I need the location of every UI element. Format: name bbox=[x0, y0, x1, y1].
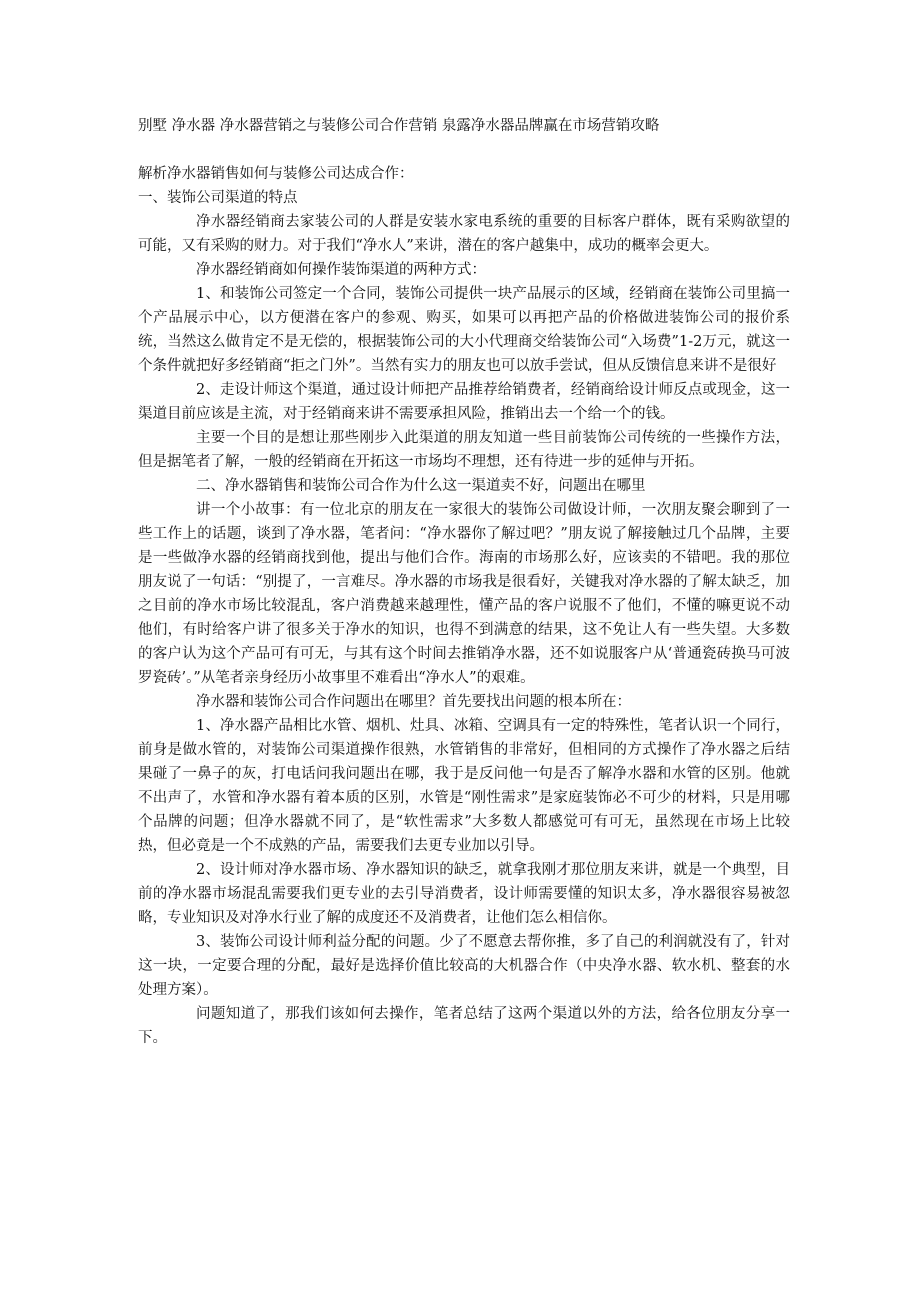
paragraph: 净水器和装饰公司合作问题出在哪里？首先要找出问题的根本所在： bbox=[196, 694, 631, 710]
paragraph: 净水器经销商去家装公司的人群是安装水家电系统的重要的目标客户群体，既有采购欲望的可能，又有采购的财力。对于我们“净水人”来讲，潜在的客户越集中，成功的概率会更大。 bbox=[138, 214, 790, 254]
section-heading-2: 二、净水器销售和装饰公司合作为什么这一渠道卖不好，问题出在哪里 bbox=[196, 478, 646, 494]
paragraph: 2、设计师对净水器市场、净水器知识的缺乏，就拿我刚才那位朋友来讲，就是一个典型，目前的净水器市场混乱需要我们更专业的去引导消费者，设计师需要懂的知识太多，净水器很容易被忽略，专业知识及对净水行业了解的成度还不及消费者，让他们怎么相信你。 bbox=[138, 862, 790, 926]
paragraph: 2、走设计师这个渠道，通过设计师把产品推荐给销费者，经销商给设计师反点或现金，这一渠道目前应该是主流，对于经销商来讲不需要承担风险，推销出去一个给一个的钱。 bbox=[138, 382, 790, 422]
paragraph: 1、净水器产品相比水管、烟机、灶具、冰箱、空调具有一定的特殊性，笔者认识一个同行，前身是做水管的，对装饰公司渠道操作很熟，水管销售的非常好，但相同的方式操作了净水器之后结果碰了一鼻子的灰，打电话问我问题出在哪，我于是反问他一句是否了解净水器和水管的区别。他就不出声了，水管和净水器有着本质的区别，水管是“刚性需求”是家庭装饰必不可少的材料，只是用哪个品牌的问题；但净水器就不同了，是“软性需求”大多数人都感觉可有可无，虽然现在市场上比较热，但必竟是一个不成熟的产品，需要我们去更专业加以引导。 bbox=[138, 718, 790, 854]
paragraph: 主要一个目的是想让那些刚步入此渠道的朋友知道一些目前装饰公司传统的一些操作方法，但是据笔者了解，一般的经销商在开拓这一市场均不理想，还有待进一步的延伸与开拓。 bbox=[138, 430, 790, 470]
paragraph: 净水器经销商如何操作装饰渠道的两种方式： bbox=[196, 262, 486, 278]
paragraph: 3、装饰公司设计师利益分配的问题。少了不愿意去帮你推，多了自己的利润就没有了，针对这一块，一定要合理的分配，最好是选择价值比较高的大机器合作（中央净水器、软水机、整套的水处理方案）。 bbox=[138, 934, 790, 998]
section-heading-1: 一、装饰公司渠道的特点 bbox=[138, 190, 298, 206]
paragraph: 1、和装饰公司签定一个合同，装饰公司提供一块产品展示的区域，经销商在装饰公司里搞一个产品展示中心，以方便潜在客户的参观、购买，如果可以再把产品的价格做进装饰公司的报价系统，当然这么做肯定不是无偿的，根据装饰公司的大小代理商交给装饰公司“入场费”1-2万元，就这一个条件就把好多经销商“拒之门外”。当然有实力的朋友也可以放手尝试，但从反馈信息来讲不是很好 bbox=[138, 286, 790, 374]
document-body bbox=[138, 162, 790, 1050]
paragraph-intro: 解析净水器销售如何与装修公司达成合作： bbox=[138, 166, 414, 182]
paragraph: 问题知道了，那我们该如何去操作，笔者总结了这两个渠道以外的方法，给各位朋友分享一下。 bbox=[138, 1006, 790, 1046]
document-title: 别墅 净水器 净水器营销之与装修公司合作营销 泉露净水器品牌赢在市场营销攻略 bbox=[138, 118, 660, 134]
paragraph: 讲一个小故事：有一位北京的朋友在一家很大的装饰公司做设计师，一次朋友聚会聊到了一些工作上的话题，谈到了净水器，笔者问：“净水器你了解过吧？”朋友说了解接触过几个品牌，主要是一些做净水器的经销商找到他，提出与他们合作。海南的市场那么好，应该卖的不错吧。我的那位朋友说了一句话：“别提了，一言难尽。净水器的市场我是很看好，关键我对净水器的了解太缺乏，加之目前的净水市场比较混乱，客户消费越来越理性，懂产品的客户说服不了他们，不懂的嘛更说不动他们，有时给客户讲了很多关于净水的知识，也得不到满意的结果，这不免让人有一些失望。大多数的客户认为这个产品可有可无，与其有这个时间去推销净水器，还不如说服客户从‘普通瓷砖换马可波罗瓷砖’。”从笔者亲身经历小故事里不难看出“净水人”的艰难。 bbox=[138, 502, 790, 686]
